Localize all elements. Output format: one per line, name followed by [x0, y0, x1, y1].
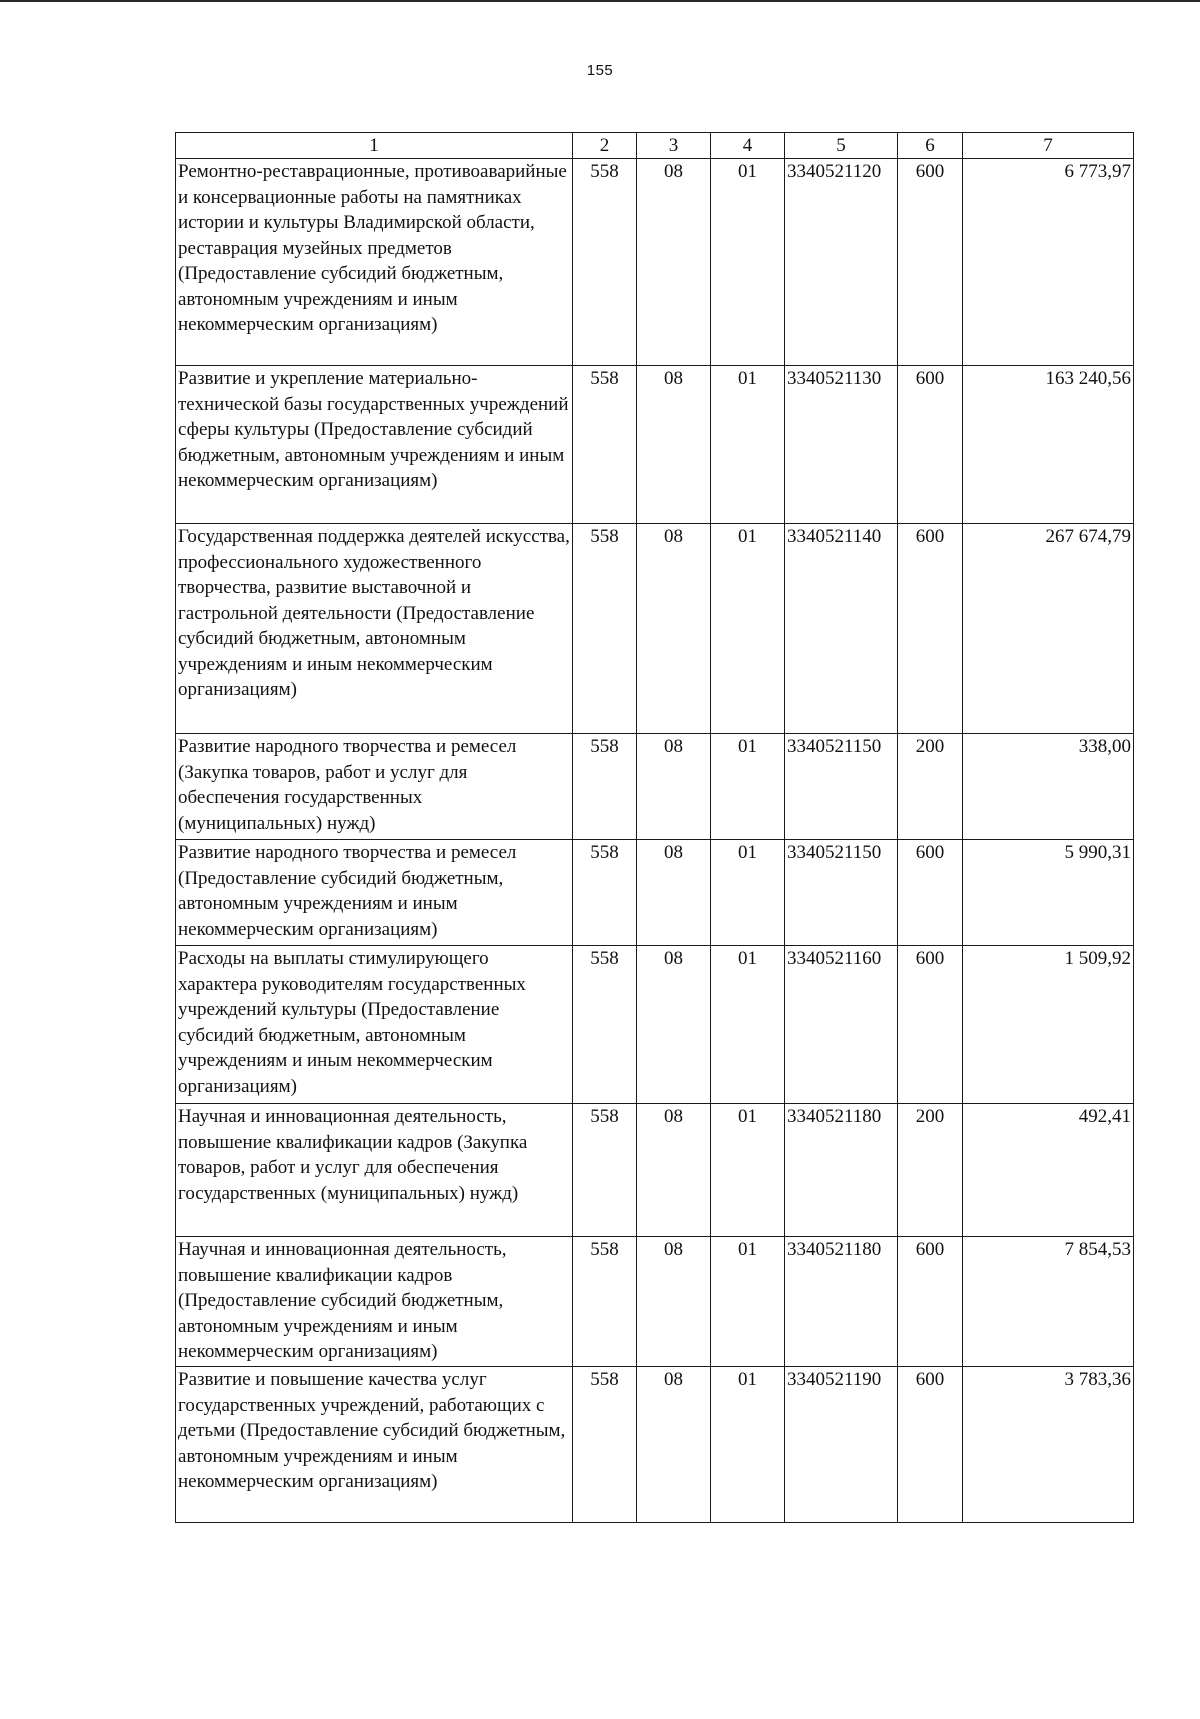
amount-cell: 1 509,92	[963, 946, 1134, 1104]
amount-cell: 5 990,31	[963, 840, 1134, 946]
column-header: 5	[785, 133, 898, 159]
table-row	[176, 734, 1134, 840]
amount-cell: 6 773,97	[963, 159, 1134, 366]
subsection-code-cell: 01	[711, 1104, 785, 1237]
subsection-code-cell: 01	[711, 159, 785, 366]
expense-type-cell: 600	[898, 524, 963, 734]
section-code-cell: 08	[637, 1237, 711, 1367]
expense-name-cell: Расходы на выплаты стимулирующего характера руководителям государственных учреждений культуры (Предоставление субсидий бюджетным, автономным учреждениям и иным некоммерческим организациям)	[176, 946, 573, 1104]
expense-name-cell: Государственная поддержка деятелей искусства, профессионального художественного творчества, развитие выставочной и гастрольной деятельности (Предоставление субсидий бюджетным, автономным учреждениям и иным некоммерческим организациям)	[176, 524, 573, 734]
amount-cell: 338,00	[963, 734, 1134, 840]
target-article-cell: 3340521120	[785, 159, 898, 366]
grbs-code-cell: 558	[573, 366, 637, 524]
table-row	[176, 840, 1134, 946]
grbs-code-cell: 558	[573, 1237, 637, 1367]
table-row	[176, 946, 1134, 1104]
target-article-cell: 3340521150	[785, 734, 898, 840]
expense-type-cell: 600	[898, 1237, 963, 1367]
section-code-cell: 08	[637, 524, 711, 734]
subsection-code-cell: 01	[711, 1367, 785, 1523]
expense-name-cell: Научная и инновационная деятельность, повышение квалификации кадров (Закупка товаров, работ и услуг для обеспечения государственных (муниципальных) нужд)	[176, 1104, 573, 1237]
column-header: 2	[573, 133, 637, 159]
subsection-code-cell: 01	[711, 524, 785, 734]
subsection-code-cell: 01	[711, 946, 785, 1104]
target-article-cell: 3340521180	[785, 1104, 898, 1237]
section-code-cell: 08	[637, 1104, 711, 1237]
budget-allocation-table	[175, 132, 1134, 1523]
column-header: 1	[176, 133, 573, 159]
expense-type-cell: 600	[898, 366, 963, 524]
table-row	[176, 366, 1134, 524]
expense-name-cell: Ремонтно-реставрационные, противоаварийные и консервационные работы на памятниках истории и культуры Владимирской области, реставрация музейных предметов (Предоставление субсидий бюджетным, автономным учреждениям и иным некоммерческим организациям)	[176, 159, 573, 366]
grbs-code-cell: 558	[573, 840, 637, 946]
target-article-cell: 3340521180	[785, 1237, 898, 1367]
page-top-edge	[0, 0, 1200, 2]
expense-type-cell: 600	[898, 1367, 963, 1523]
amount-cell: 492,41	[963, 1104, 1134, 1237]
grbs-code-cell: 558	[573, 734, 637, 840]
amount-cell: 267 674,79	[963, 524, 1134, 734]
amount-cell: 7 854,53	[963, 1237, 1134, 1367]
table-row	[176, 1104, 1134, 1237]
expense-type-cell: 600	[898, 840, 963, 946]
amount-cell: 163 240,56	[963, 366, 1134, 524]
column-header: 7	[963, 133, 1134, 159]
grbs-code-cell: 558	[573, 524, 637, 734]
page-number: 155	[586, 62, 614, 79]
target-article-cell: 3340521150	[785, 840, 898, 946]
table-header-row	[176, 133, 1134, 159]
table-row	[176, 1237, 1134, 1367]
grbs-code-cell: 558	[573, 1367, 637, 1523]
table-row	[176, 1367, 1134, 1523]
target-article-cell: 3340521140	[785, 524, 898, 734]
expense-type-cell: 600	[898, 159, 963, 366]
expense-type-cell: 200	[898, 1104, 963, 1237]
table-row	[176, 524, 1134, 734]
column-header: 4	[711, 133, 785, 159]
table-row	[176, 159, 1134, 366]
grbs-code-cell: 558	[573, 1104, 637, 1237]
section-code-cell: 08	[637, 946, 711, 1104]
target-article-cell: 3340521130	[785, 366, 898, 524]
target-article-cell: 3340521160	[785, 946, 898, 1104]
target-article-cell: 3340521190	[785, 1367, 898, 1523]
subsection-code-cell: 01	[711, 1237, 785, 1367]
grbs-code-cell: 558	[573, 159, 637, 366]
amount-cell: 3 783,36	[963, 1367, 1134, 1523]
grbs-code-cell: 558	[573, 946, 637, 1104]
expense-name-cell: Развитие народного творчества и ремесел (Закупка товаров, работ и услуг для обеспечения государственных (муниципальных) нужд)	[176, 734, 573, 840]
expense-type-cell: 200	[898, 734, 963, 840]
section-code-cell: 08	[637, 366, 711, 524]
column-header: 6	[898, 133, 963, 159]
expense-name-cell: Научная и инновационная деятельность, повышение квалификации кадров (Предоставление субсидий бюджетным, автономным учреждениям и иным некоммерческим организациям)	[176, 1237, 573, 1367]
section-code-cell: 08	[637, 159, 711, 366]
expense-type-cell: 600	[898, 946, 963, 1104]
section-code-cell: 08	[637, 734, 711, 840]
subsection-code-cell: 01	[711, 734, 785, 840]
section-code-cell: 08	[637, 840, 711, 946]
expense-name-cell: Развитие народного творчества и ремесел (Предоставление субсидий бюджетным, автономным учреждениям и иным некоммерческим организациям)	[176, 840, 573, 946]
expense-name-cell: Развитие и укрепление материально-технической базы государственных учреждений сферы культуры (Предоставление субсидий бюджетным, автономным учреждениям и иным некоммерческим организациям)	[176, 366, 573, 524]
subsection-code-cell: 01	[711, 840, 785, 946]
column-header: 3	[637, 133, 711, 159]
subsection-code-cell: 01	[711, 366, 785, 524]
expense-name-cell: Развитие и повышение качества услуг государственных учреждений, работающих с детьми (Предоставление субсидий бюджетным, автономным учреждениям и иным некоммерческим организациям)	[176, 1367, 573, 1523]
section-code-cell: 08	[637, 1367, 711, 1523]
